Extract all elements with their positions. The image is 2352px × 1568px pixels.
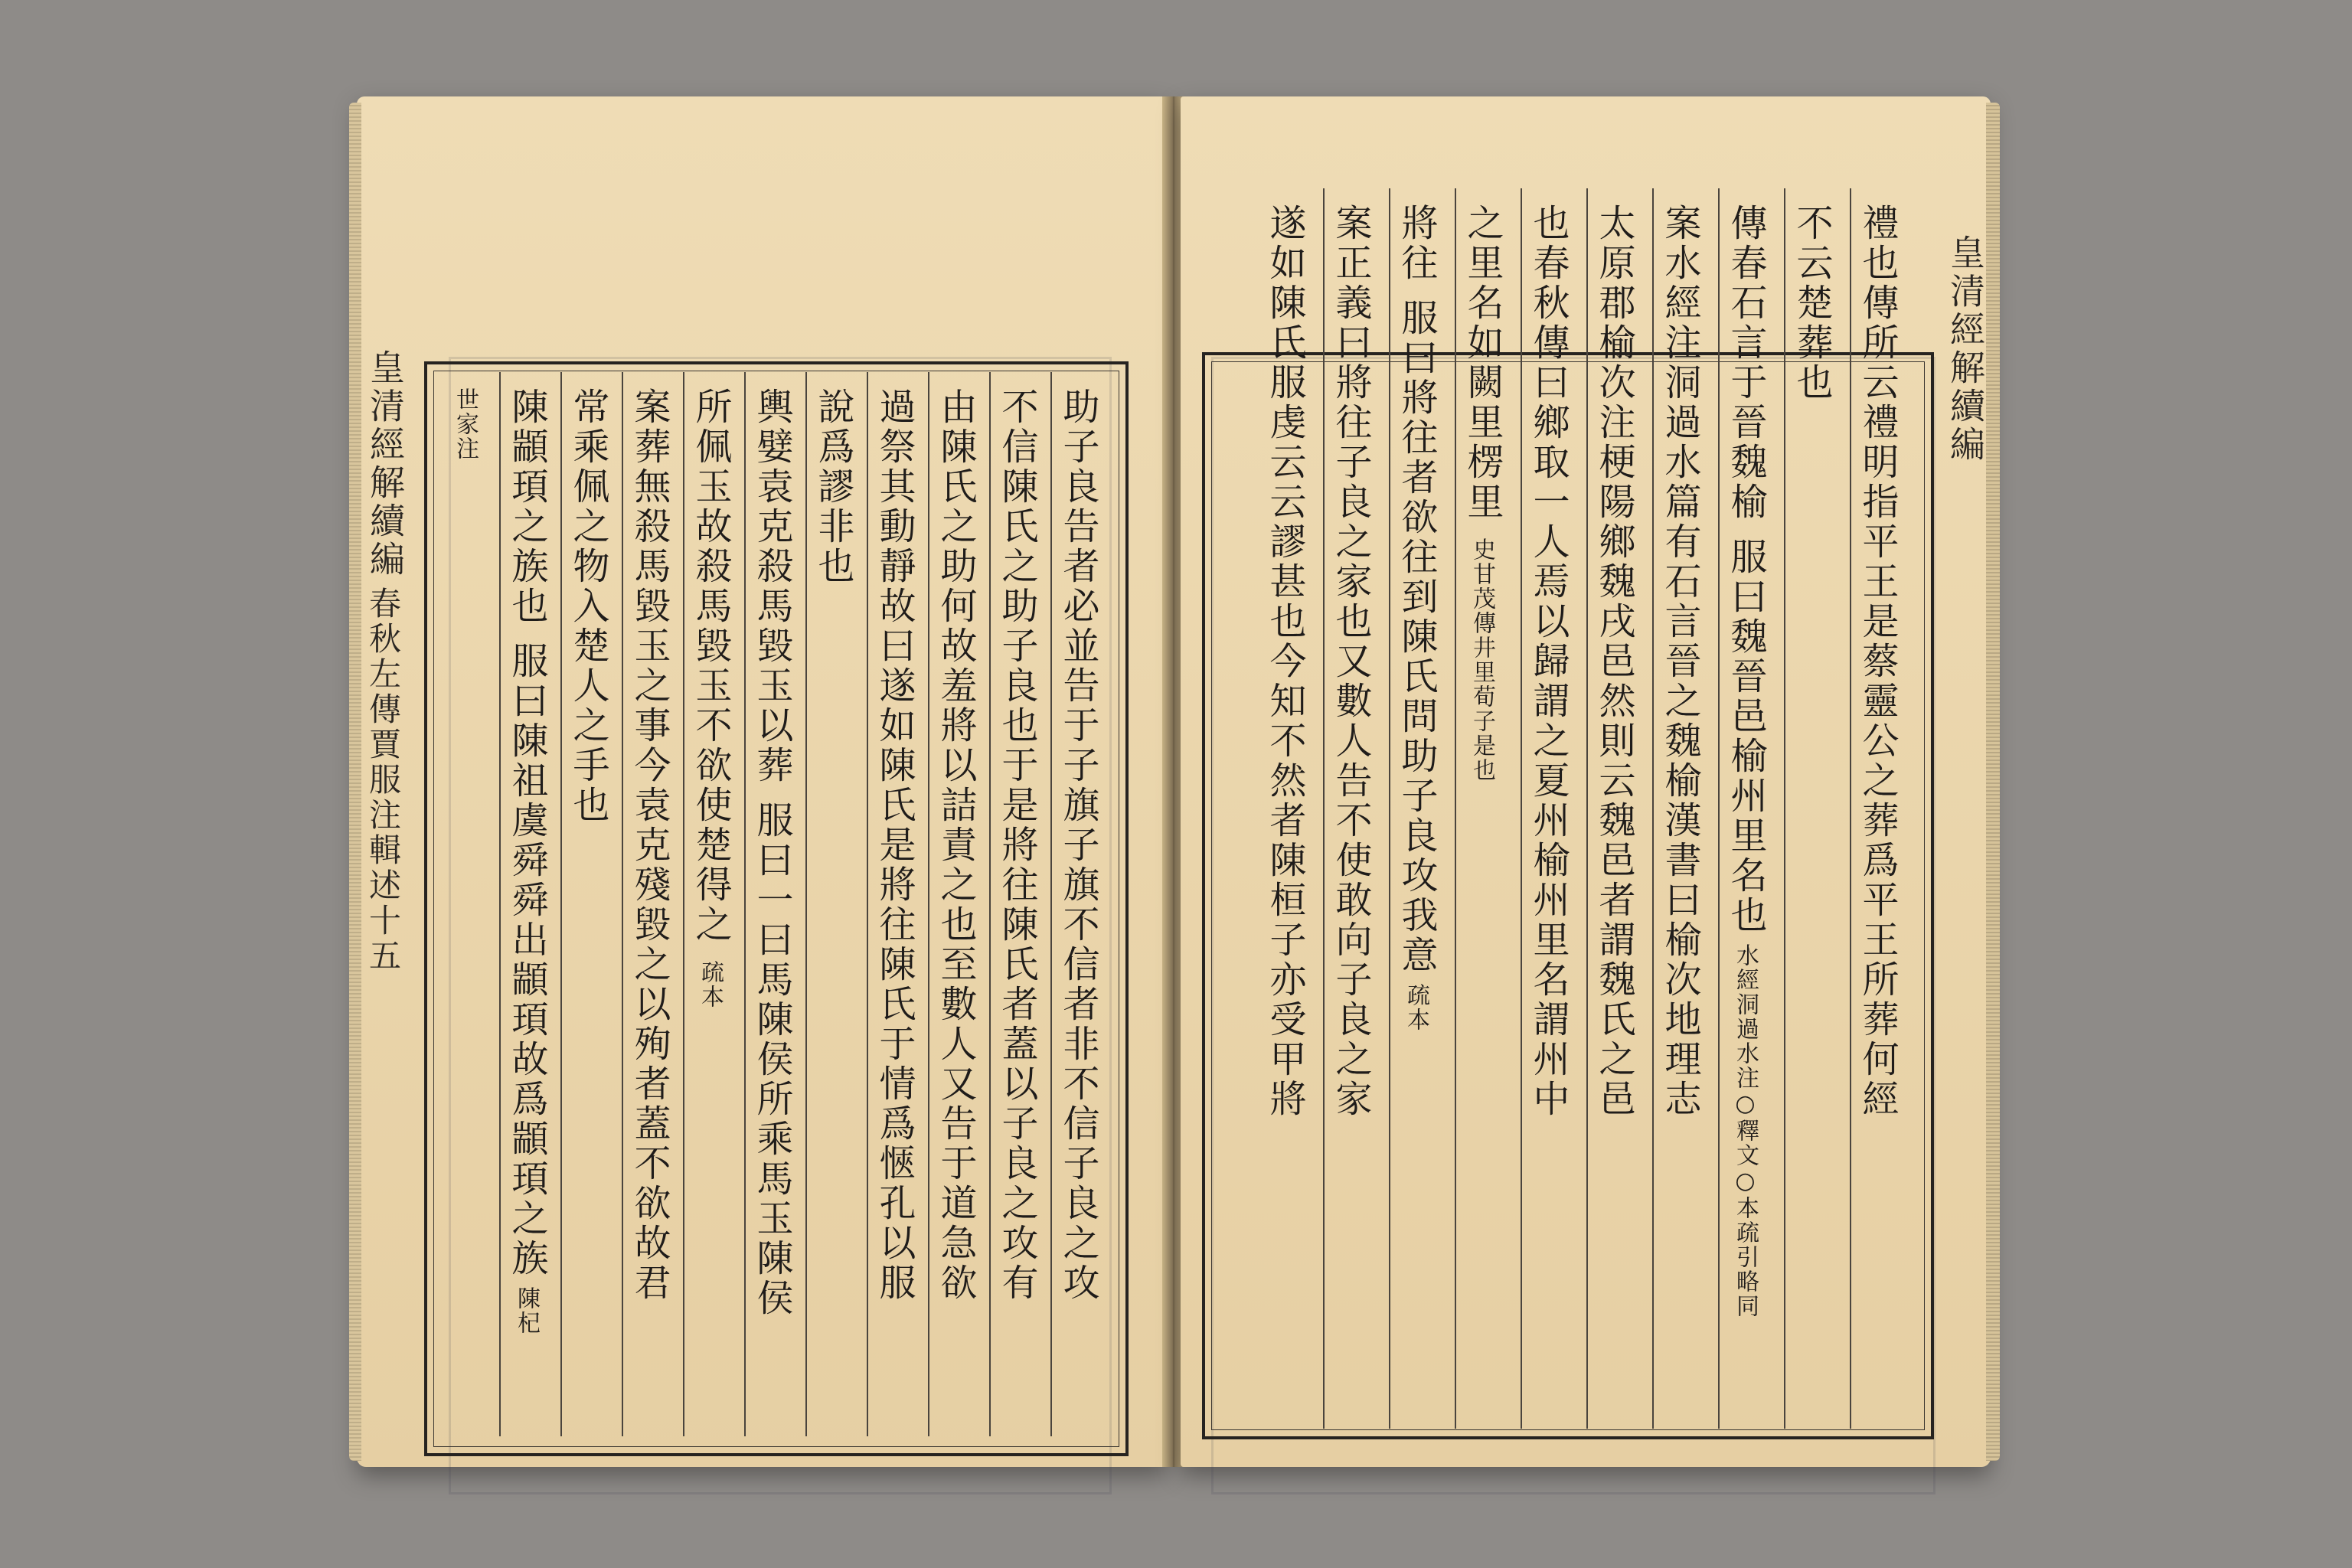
left-page	[357, 96, 1167, 1467]
text-column	[933, 387, 994, 1429]
text-column	[871, 387, 933, 1429]
column-main-text: 禮也傳所云禮明指平王是蔡靈公之葬爲平王所葬何經	[1856, 204, 1899, 1119]
column-main-text: 案水經注洞過水篇有石言晉之魏榆漢書曰榆次地理志	[1658, 204, 1701, 1119]
text-column	[1328, 204, 1393, 1421]
column-main-text: 也春秋傳曰鄉取一人焉以歸謂之夏州榆州里名謂州中	[1527, 204, 1570, 1119]
column-main-text: 將往	[1395, 204, 1438, 283]
text-column	[1854, 204, 1920, 1421]
column-main-text: 不信陳氏之助子良也于是將往陳氏者蓋以子良之攻有	[995, 387, 1038, 1303]
text-column	[1788, 204, 1854, 1421]
text-column	[1525, 204, 1591, 1421]
column-commentary-text: 服曰將往者欲往到陳氏問助子良攻我意	[1395, 299, 1438, 975]
column-commentary-text: 服曰陳祖虞舜舜出顓頊故爲顓頊之族	[505, 642, 548, 1279]
left-margin-title: 皇清經解續編	[364, 349, 406, 579]
text-column	[1459, 204, 1525, 1421]
right-margin-title: 皇清經解續編	[1945, 234, 1986, 464]
text-column	[749, 387, 810, 1429]
column-small-note: 史甘茂傳井里荀子是也	[1468, 537, 1495, 782]
column-main-text: 案葬無殺馬毀玉之事今袁克殘毀之以殉者蓋不欲故君	[628, 387, 671, 1303]
text-column	[994, 387, 1055, 1429]
column-small-note: 疏本	[1403, 983, 1429, 1032]
column-main-text: 過祭其動靜故曰遂如陳氏是將往陳氏于情爲愜孔以服	[873, 387, 916, 1303]
column-main-text: 之里名如闕里楞里	[1461, 204, 1504, 522]
text-column	[810, 387, 871, 1429]
column-main-text: 由陳氏之助何故羞將以詰責之也至數人又告于道急欲	[934, 387, 977, 1303]
column-main-text: 傳春石言于晉魏榆	[1724, 204, 1767, 522]
column-main-text: 常乘佩之物入楚人之手也	[567, 387, 609, 825]
right-page	[1181, 96, 1991, 1467]
text-column	[1723, 204, 1788, 1421]
column-commentary-text: 服曰魏晉邑榆州里名也	[1724, 537, 1767, 936]
column-main-text: 說爲謬非也	[812, 387, 854, 586]
open-book	[357, 96, 1991, 1490]
text-column	[626, 387, 688, 1429]
column-main-text: 助子良告者必並告于子旗子旗不信者非不信子良之攻	[1057, 387, 1099, 1303]
column-main-text: 輿嬖袁克殺馬毀玉以葬	[750, 387, 793, 786]
column-commentary-text: 服曰一曰馬陳侯所乘馬玉陳侯	[750, 801, 793, 1318]
text-column	[565, 387, 626, 1429]
text-column	[1262, 204, 1328, 1421]
column-main-text: 太原郡榆次注梗陽鄉魏戌邑然則云魏邑者謂魏氏之邑	[1592, 204, 1635, 1119]
text-column	[1657, 204, 1723, 1421]
column-small-note: 陳杞	[513, 1286, 540, 1335]
text-column	[1393, 204, 1459, 1421]
left-margin-subtitle: 春秋左傳賈服注輯述十五	[364, 586, 402, 974]
text-column	[1055, 387, 1116, 1429]
column-main-text: 遂如陳氏服虔云云謬甚也今知不然者陳桓子亦受甲將	[1263, 204, 1306, 1119]
text-column	[443, 387, 504, 1429]
column-small-note: 疏本	[697, 960, 724, 1009]
text-column	[688, 387, 749, 1429]
column-main-text: 所佩玉故殺馬毀玉不欲使楚得之	[689, 387, 732, 945]
column-small-note: 世家注	[452, 387, 479, 461]
text-column	[504, 387, 565, 1429]
column-main-text: 陳顓頊之族也	[505, 387, 548, 626]
column-main-text: 不云楚葬也	[1790, 204, 1833, 403]
column-main-text: 案正義曰將往子良之家也又數人告不使敢向子良之家	[1329, 204, 1372, 1119]
column-small-note: 水經洞過水注○釋文○本疏引略同	[1732, 943, 1759, 1318]
text-column	[1591, 204, 1657, 1421]
